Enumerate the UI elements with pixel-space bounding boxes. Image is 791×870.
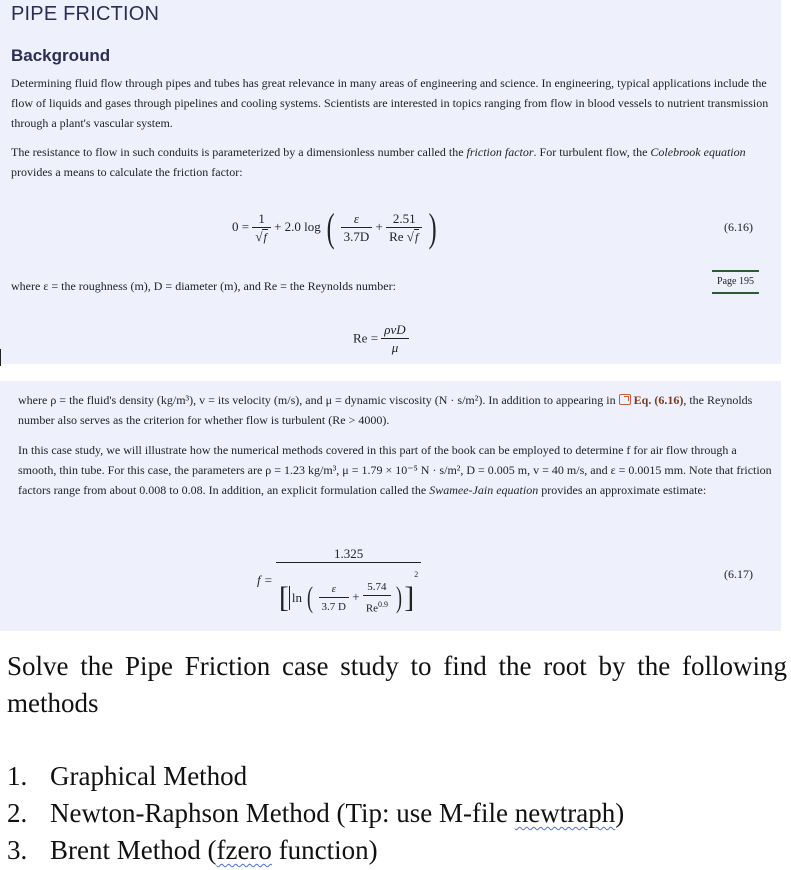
task-item-graphical: 1. Graphical Method — [7, 761, 248, 791]
paragraph-density-viscosity: where ρ = the fluid's density (kg/m³), v = its velocity (m/s), and μ = dynamic viscosity (N · s/m²). In addition to appearing in Eq. (6.16), the Reynolds number also serves as the criterion for whether flow is turbulent (Re > 4000). — [18, 393, 753, 427]
equation-link[interactable]: Eq. (6.16) — [633, 393, 684, 407]
newtraph-term: newtraph — [514, 798, 616, 828]
fzero-term: fzero — [216, 835, 272, 865]
paragraph-friction-factor: The resistance to flow in such conduits is parameterized by a dimensionless number called the friction factor. For turbulent flow, the Colebrook equation provides a means to calculate the friction factor: — [11, 145, 746, 179]
paragraph-intro: Determining fluid flow through pipes and tubes has great relevance in many areas of engineering and science. In engineering, typical applications include the flow of liquids and gases through pipelines and cooling systems. Scientists are interested in topics ranging from flow in blood vessels to nutrient transmission through a plant's vascular system. — [11, 76, 769, 130]
text-cursor-mark — [0, 349, 1, 366]
friction-factor-term: friction factor — [466, 145, 534, 159]
swamee-jain-term: Swamee-Jain equation — [429, 483, 539, 497]
roughness-definition: where ε = the roughness (m), D = diameter (m), and Re = the Reynolds number: — [11, 279, 396, 293]
task-instructions: Solve the Pipe Friction case study to find the root by the following methods — [7, 651, 787, 718]
page-number-badge: Page 195 — [712, 270, 759, 294]
textbook-excerpt-top — [0, 0, 781, 364]
textbook-excerpt-bottom — [0, 381, 781, 631]
equation-number-616: (6.16) — [724, 220, 753, 234]
task-item-newton-raphson: 2. Newton-Raphson Method (Tip: use M-file newtraph) — [7, 798, 625, 828]
swamee-jain-equation: f = 1.325 [ ln ( $\frac{\varepsilon}{3.7 D}$ + $\frac{5.74}{Re^{0.9}}$ )]$^2$ — [257, 546, 421, 617]
colebrook-term: Colebrook equation — [650, 145, 746, 159]
colebrook-equation: 0 = $\frac{1}{√f}$ + 2.0 log ( $\frac{\varepsilon}{3.7D}$ + $\frac{2.51}{Re √f}$ ) — [232, 205, 437, 250]
background-heading: Background — [11, 46, 111, 65]
reynolds-equation: Re = $\frac{\text{ρvD}}{\mu}$ — [353, 322, 409, 357]
external-link-icon[interactable] — [619, 394, 631, 405]
paragraph-case-study: In this case study, we will illustrate how the numerical methods covered in this part of the book can be employed to determine f for air flow through a smooth, thin tube. For this case, the parameters are ρ = 1.23 kg/m³, μ = 1.79 × 10⁻⁵ N · s/m², D = 0.005 m, v = 40 m/s, and ε = 0.0015 mm. Note that friction factors range from about 0.008 to 0.08. In addition, an explicit formulation called the Swamee-Jain equation provides an approximate estimate: — [18, 443, 772, 497]
section-title: PIPE FRICTION — [11, 3, 160, 25]
equation-number-617: (6.17) — [724, 567, 753, 581]
task-item-brent: 3. Brent Method (fzero function) — [7, 835, 378, 865]
